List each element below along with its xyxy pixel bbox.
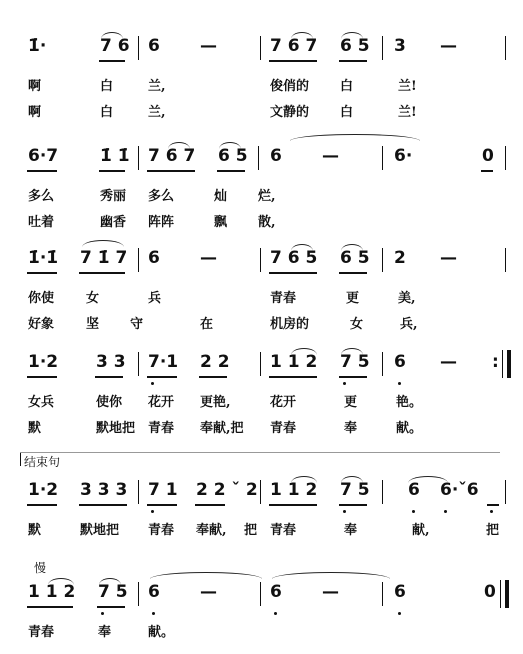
tempo-mark: 慢	[34, 561, 47, 575]
lyric: 更	[344, 395, 358, 410]
low-dot	[151, 382, 154, 385]
lyric: 花开	[148, 395, 175, 410]
note: —	[200, 248, 217, 268]
barline	[138, 36, 139, 60]
note: 7 6	[100, 36, 130, 56]
lyric: 把	[244, 523, 258, 538]
underline	[481, 170, 493, 172]
low-dot	[343, 510, 346, 513]
lyric: 奉	[344, 523, 358, 538]
lyric: 好象	[28, 317, 55, 332]
bracket-line	[20, 452, 500, 453]
slur	[341, 32, 363, 39]
lyric: 兵	[148, 291, 162, 306]
lyric: 女	[350, 317, 364, 332]
lyric: 文静的	[270, 105, 310, 120]
lyric: 坚	[86, 317, 100, 332]
underline	[27, 170, 57, 172]
underline	[339, 504, 367, 506]
note: 3 3 3	[80, 480, 128, 500]
note: 7 5	[340, 480, 370, 500]
lyric: 更	[346, 291, 360, 306]
note: 7·1	[148, 352, 179, 372]
lyric: 兰!	[398, 79, 417, 94]
lyric: 多么	[148, 189, 175, 204]
low-dot	[444, 510, 447, 513]
lyric: 白	[340, 105, 354, 120]
lyric: 阵阵	[148, 215, 175, 230]
slur	[341, 476, 363, 483]
lyric: 女兵	[28, 395, 55, 410]
note: —	[440, 248, 457, 268]
underline	[97, 606, 125, 608]
barline	[505, 248, 506, 272]
barline	[382, 480, 383, 504]
lyric: 使你	[96, 395, 123, 410]
note: 7 6 7	[270, 36, 318, 56]
note: 6	[408, 480, 420, 500]
lyric: 啊	[28, 79, 42, 94]
lyric: 默地把	[96, 421, 136, 436]
note: 1̇·	[28, 36, 47, 56]
note: 7 1̇ 7	[80, 248, 128, 268]
note: —	[322, 146, 339, 166]
slur	[48, 578, 74, 585]
note: 1̇ 1̇	[100, 146, 130, 166]
note: 1·2	[28, 480, 59, 500]
underline	[269, 504, 317, 506]
lyric: 献。	[148, 625, 175, 640]
lyric: 奉	[98, 625, 112, 640]
lyric: 幽香	[100, 215, 127, 230]
slur	[341, 244, 363, 251]
lyric: 把	[486, 523, 500, 538]
barline	[505, 480, 506, 504]
note: 2 2	[200, 352, 230, 372]
low-dot	[398, 382, 401, 385]
note: 6	[148, 248, 160, 268]
lyric: 献,	[412, 523, 430, 538]
lyric: 默	[28, 421, 42, 436]
note: 6·	[394, 146, 413, 166]
underline	[99, 60, 125, 62]
lyric: 花开	[270, 395, 297, 410]
barline	[138, 582, 139, 606]
lyric: 青春	[148, 523, 175, 538]
lyric: 吐着	[28, 215, 55, 230]
underline	[147, 376, 177, 378]
slur	[290, 134, 420, 141]
note: 6	[148, 36, 160, 56]
underline	[79, 504, 127, 506]
lyric: 散,	[258, 215, 276, 230]
note: 7 1	[148, 480, 178, 500]
lyric: 机房的	[270, 317, 310, 332]
barline	[138, 146, 139, 170]
barline	[505, 580, 509, 608]
underline	[199, 376, 227, 378]
barline	[258, 146, 259, 170]
underline	[147, 170, 195, 172]
lyric: 灿	[214, 189, 228, 204]
barline	[138, 352, 139, 376]
low-dot	[152, 612, 155, 615]
low-dot	[398, 612, 401, 615]
lyric: 青春	[148, 421, 175, 436]
underline	[339, 272, 367, 274]
lyric: 白	[100, 105, 114, 120]
lyric: 兰!	[398, 105, 417, 120]
low-dot	[151, 510, 154, 513]
note: 6 5	[218, 146, 248, 166]
note: 1 1 2	[28, 582, 76, 602]
lyric: 啊	[28, 105, 42, 120]
underline	[99, 170, 125, 172]
underline	[269, 60, 317, 62]
underline	[339, 376, 367, 378]
underline	[217, 170, 245, 172]
lyric: 青春	[270, 421, 297, 436]
lyric: 青春	[270, 291, 297, 306]
lyric: 守	[130, 317, 144, 332]
underline	[269, 272, 317, 274]
slur	[291, 348, 317, 355]
barline	[260, 248, 261, 272]
lyric: 青春	[270, 523, 297, 538]
low-dot	[274, 612, 277, 615]
lyric: 更艳,	[200, 395, 231, 410]
lyric: 奉献,把	[200, 421, 244, 436]
note: 7 6 7	[148, 146, 196, 166]
lyric: 烂,	[258, 189, 276, 204]
note: —	[200, 36, 217, 56]
barline	[138, 480, 139, 504]
barline	[260, 480, 261, 504]
underline	[79, 272, 125, 274]
lyric: 白	[100, 79, 114, 94]
barline	[382, 146, 383, 170]
underline	[95, 376, 123, 378]
lyric: 兵,	[400, 317, 418, 332]
note: 6	[270, 582, 282, 602]
note: 1 1 2	[270, 480, 318, 500]
note: 3	[394, 36, 406, 56]
underline	[339, 60, 367, 62]
slur	[219, 142, 241, 149]
lyric: 奉献,	[196, 523, 227, 538]
note: 3 3	[96, 352, 126, 372]
note: 6 5	[340, 248, 370, 268]
barline	[260, 36, 261, 60]
lyric: 多么	[28, 189, 55, 204]
note: 7 5	[98, 582, 128, 602]
lyric: 飘	[214, 215, 228, 230]
low-dot	[101, 612, 104, 615]
barline	[260, 582, 261, 606]
bracket	[20, 452, 21, 466]
slur	[168, 142, 190, 149]
barline	[502, 350, 503, 378]
note: 6 5	[340, 36, 370, 56]
lyric: 默地把	[80, 523, 120, 538]
barline	[507, 350, 511, 378]
low-dot	[412, 510, 415, 513]
underline	[487, 504, 499, 506]
note: 2 2 ˇ 2	[196, 480, 258, 500]
note: 1 1 2	[270, 352, 318, 372]
low-dot	[490, 510, 493, 513]
slur	[82, 240, 124, 247]
lyric: 兰,	[148, 105, 166, 120]
slur	[99, 578, 121, 585]
note: —	[440, 352, 457, 372]
underline	[269, 376, 317, 378]
lyric: 你使	[28, 291, 55, 306]
lyric: 白	[340, 79, 354, 94]
note: 6·7	[28, 146, 59, 166]
lyric: 兰,	[148, 79, 166, 94]
underline	[195, 504, 225, 506]
lyric: 女	[86, 291, 100, 306]
note: 0	[482, 146, 494, 166]
repeat-sign: :	[492, 352, 499, 372]
underline	[27, 606, 73, 608]
barline	[260, 352, 261, 376]
slur	[341, 348, 363, 355]
slur	[291, 244, 313, 251]
lyric: 奉	[344, 421, 358, 436]
lyric: 美,	[398, 291, 416, 306]
note: 1·2	[28, 352, 59, 372]
note: 0	[484, 582, 496, 602]
slur	[291, 476, 317, 483]
note: 6·ˇ6	[440, 480, 479, 500]
slur	[101, 32, 123, 39]
note: 7 5	[340, 352, 370, 372]
barline	[138, 248, 139, 272]
barline	[382, 582, 383, 606]
barline	[382, 248, 383, 272]
ending-label: 结束句	[24, 455, 61, 469]
note: 6	[394, 352, 406, 372]
underline	[147, 504, 177, 506]
lyric: 青春	[28, 625, 55, 640]
barline	[500, 580, 501, 608]
barline	[382, 36, 383, 60]
lyric: 在	[200, 317, 214, 332]
lyric: 默	[28, 523, 42, 538]
slur	[291, 32, 313, 39]
note: 6	[270, 146, 282, 166]
slur	[150, 572, 262, 579]
note: —	[200, 582, 217, 602]
low-dot	[343, 382, 346, 385]
note: 2	[394, 248, 406, 268]
underline	[27, 504, 57, 506]
slur	[408, 476, 448, 483]
underline	[27, 272, 57, 274]
note: 6	[394, 582, 406, 602]
note: 6	[148, 582, 160, 602]
note: —	[322, 582, 339, 602]
barline	[382, 352, 383, 376]
lyric: 秀丽	[100, 189, 127, 204]
lyric: 俊俏的	[270, 79, 310, 94]
slur	[272, 572, 390, 579]
barline	[505, 146, 506, 170]
note: —	[440, 36, 457, 56]
barline	[505, 36, 506, 60]
lyric: 艳。	[396, 395, 423, 410]
note: 7 6 5	[270, 248, 318, 268]
note: 1̇·1̇	[28, 248, 59, 268]
underline	[27, 376, 57, 378]
lyric: 献。	[396, 421, 423, 436]
